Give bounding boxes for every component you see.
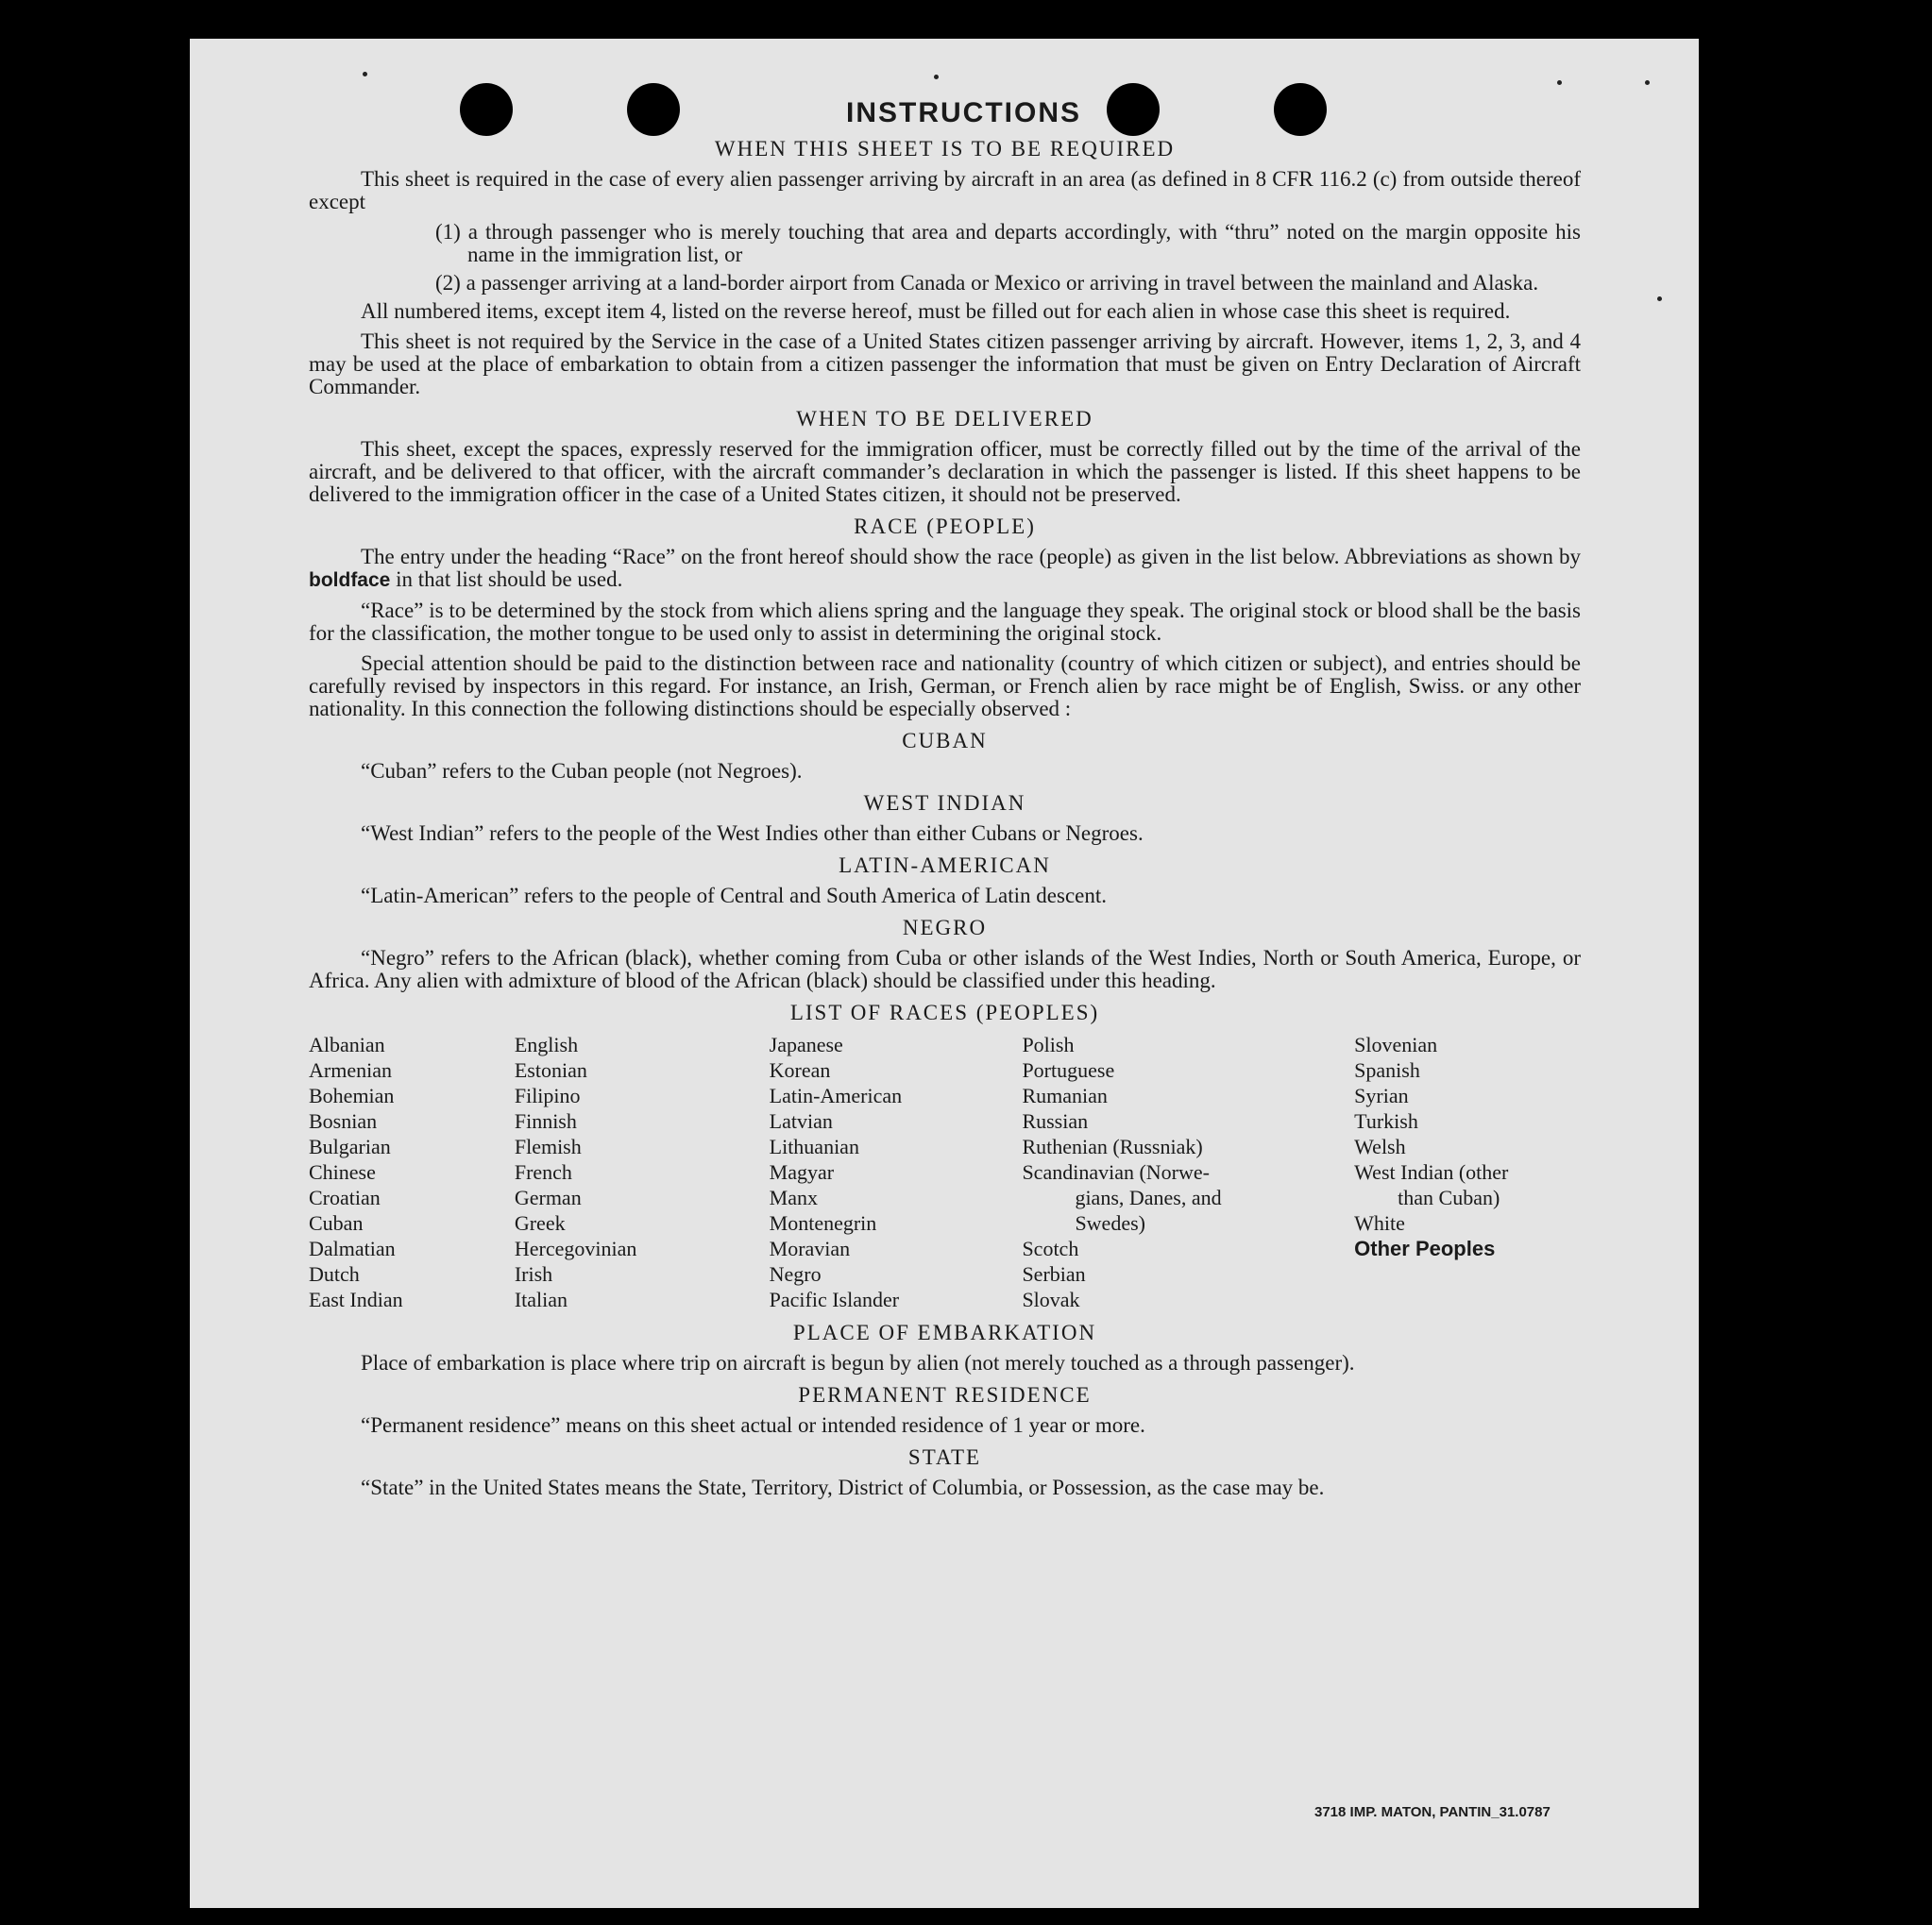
race-item: Slovenian <box>1354 1033 1438 1056</box>
race-entry-text: The entry under the heading “Race” on the front hereof should show the race (people) as given in the list below. Abbreviations as shown by <box>361 545 1581 568</box>
heading-embarkation: PLACE OF EMBARKATION <box>792 1321 1097 1344</box>
paragraph-state: “State” in the United States means the State, Territory, District of Columbia, or Possession, as the case may be. <box>361 1476 1325 1499</box>
race-item: Scandinavian (Norwe- <box>1022 1160 1210 1184</box>
race-item: Moravian <box>769 1237 851 1260</box>
paragraph-race-stock: “Race” is to be determined by the stock from which aliens spring and the language they speak. The original stock or blood shall be the basis for the classification, the mother tongue to be used only to assist in determining the original stock. <box>309 599 1581 645</box>
race-item: Bulgarian <box>309 1135 391 1158</box>
race-item: Irish <box>514 1262 553 1286</box>
speck <box>1645 80 1650 85</box>
race-item: Spanish <box>1354 1058 1420 1082</box>
paragraph-latin-american: “Latin-American” refers to the people of Central and South America of Latin descent. <box>361 884 1107 907</box>
race-item: Slovak <box>1022 1288 1080 1311</box>
speck <box>363 72 367 76</box>
race-item: Estonian <box>514 1058 587 1082</box>
race-item: Turkish <box>1354 1109 1418 1133</box>
boldface-word: boldface <box>309 569 391 591</box>
race-item: gians, Danes, and <box>1075 1186 1222 1209</box>
race-item: Korean <box>769 1058 831 1082</box>
exception-item-2: (2) a passenger arriving at a land-border airport from Canada or Mexico or arriving in travel between the mainland and Alaska. <box>435 271 1539 295</box>
race-item: Pacific Islander <box>769 1288 900 1311</box>
races-column <box>1354 1032 1581 1312</box>
race-item: Montenegrin <box>769 1211 877 1235</box>
race-item: Magyar <box>769 1160 835 1184</box>
race-item: Finnish <box>514 1109 577 1133</box>
race-item: Portuguese <box>1022 1058 1115 1082</box>
race-item: German <box>514 1186 582 1209</box>
paragraph-residence: “Permanent residence” means on this sheet actual or intended residence of 1 year or more. <box>361 1413 1145 1437</box>
paragraph-race-nationality: Special attention should be paid to the distinction between race and nationality (country of which citizen or subject), and entries should be carefully revised by inspectors in this regard. For instance, an Irish, German, or French alien by race might be of English, Swiss. or any other nationality. In this connection the following distinctions should be especially observed : <box>309 651 1581 720</box>
race-item: Latin-American <box>769 1084 903 1107</box>
race-item: Scotch <box>1022 1237 1079 1260</box>
paragraph-citizen: This sheet is not required by the Service in the case of a United States citizen passenger arriving by aircraft. However, items 1, 2, 3, and 4 may be used at the place of embarkation to obtain from a citizen passenger the information that must be given on Entry Declaration of Aircraft Commander. <box>309 329 1581 398</box>
race-item: French <box>514 1160 572 1184</box>
race-item: Lithuanian <box>769 1135 859 1158</box>
race-item: Latvian <box>769 1109 833 1133</box>
races-column <box>770 1032 1023 1312</box>
race-item: Hercegovinian <box>514 1237 637 1260</box>
race-item: Syrian <box>1354 1084 1409 1107</box>
race-item: Japanese <box>769 1033 843 1056</box>
race-item: Bohemian <box>309 1084 395 1107</box>
race-item: East Indian <box>309 1288 403 1311</box>
heading-latin-american: LATIN-AMERICAN <box>839 853 1051 877</box>
exception-item-1: (1) a through passenger who is merely touching that area and departs accordingly, with “thru” noted on the margin opposite his name in the immigration list, or <box>435 220 1581 266</box>
race-item: than Cuban) <box>1398 1186 1500 1209</box>
race-item: Greek <box>514 1211 566 1235</box>
paragraph-cuban: “Cuban” refers to the Cuban people (not Negroes). <box>361 759 803 783</box>
paragraph-delivered: This sheet, except the spaces, expressly reserved for the immigration officer, must be correctly filled out by the time of the arrival of the aircraft, and be delivered to that officer, with the aircraft commander’s declaration in which the passenger is listed. If this sheet happens to be delivered to the immigration officer in the case of a United States citizen, it should not be preserved. <box>309 437 1581 506</box>
speck <box>1657 296 1662 301</box>
heading-when-delivered: WHEN TO BE DELIVERED <box>796 407 1093 431</box>
race-item: Other Peoples <box>1354 1237 1496 1260</box>
race-item: Albanian <box>309 1033 385 1056</box>
printer-mark: 3718 IMP. MATON, PANTIN_31.0787 <box>1314 1804 1551 1820</box>
race-item: Negro <box>769 1262 822 1286</box>
races-list <box>309 1032 1581 1312</box>
race-item: Croatian <box>309 1186 381 1209</box>
heading-list-of-races: LIST OF RACES (PEOPLES) <box>789 1001 1100 1024</box>
heading-cuban: CUBAN <box>902 729 988 752</box>
paragraph-negro: “Negro” refers to the African (black), whether coming from Cuba or other islands of the West Indies, North or South America, Europe, or Africa. Any alien with admixture of blood of the African (black) should be classified under this heading. <box>309 946 1581 992</box>
speck <box>934 75 939 79</box>
race-item: Russian <box>1022 1109 1089 1133</box>
paragraph-race-entry <box>309 546 1581 592</box>
race-item: West Indian (other <box>1354 1160 1509 1184</box>
race-item: Dalmatian <box>309 1237 396 1260</box>
races-column <box>515 1032 770 1312</box>
race-item: Manx <box>769 1186 818 1209</box>
race-item: Filipino <box>514 1084 581 1107</box>
race-item: Serbian <box>1022 1262 1086 1286</box>
heading-negro: NEGRO <box>902 916 988 939</box>
race-item: Armenian <box>309 1058 392 1082</box>
paragraph-west-indian: “West Indian” refers to the people of the West Indies other than either Cubans or Negroes. <box>361 821 1144 845</box>
race-item: Rumanian <box>1022 1084 1108 1107</box>
race-item: Bosnian <box>309 1109 378 1133</box>
races-column <box>309 1032 515 1312</box>
race-item: Swedes) <box>1075 1211 1145 1235</box>
paragraph-required: This sheet is required in the case of every alien passenger arriving by aircraft in an area (as defined in 8 CFR 116.2 (c) from outside thereof except <box>309 167 1581 213</box>
race-item: Polish <box>1022 1033 1075 1056</box>
heading-west-indian: WEST INDIAN <box>863 791 1026 815</box>
race-item: Chinese <box>309 1160 376 1184</box>
race-entry-text-end: in that list should be used. <box>396 567 623 591</box>
page-title: INSTRUCTIONS <box>846 97 1081 128</box>
paragraph-embarkation: Place of embarkation is place where trip on aircraft is begun by alien (not merely touched as a through passenger). <box>361 1351 1355 1375</box>
heading-race: RACE (PEOPLE) <box>854 515 1036 538</box>
race-item: Italian <box>514 1288 568 1311</box>
race-item: English <box>514 1033 579 1056</box>
race-item: White <box>1354 1211 1405 1235</box>
instructions-content <box>309 97 1581 1507</box>
heading-when-required: WHEN THIS SHEET IS TO BE REQUIRED <box>714 137 1176 160</box>
heading-state: STATE <box>907 1445 982 1469</box>
race-item: Flemish <box>514 1135 582 1158</box>
paragraph-numbered-items: All numbered items, except item 4, listed on the reverse hereof, must be filled out for each alien in whose case this sheet is required. <box>361 299 1511 323</box>
races-column <box>1022 1032 1354 1312</box>
race-item: Ruthenian (Russniak) <box>1022 1135 1203 1158</box>
speck <box>1557 80 1562 85</box>
race-item: Welsh <box>1354 1135 1406 1158</box>
race-item: Cuban <box>309 1211 364 1235</box>
heading-residence: PERMANENT RESIDENCE <box>798 1383 1092 1407</box>
race-item: Dutch <box>309 1262 360 1286</box>
